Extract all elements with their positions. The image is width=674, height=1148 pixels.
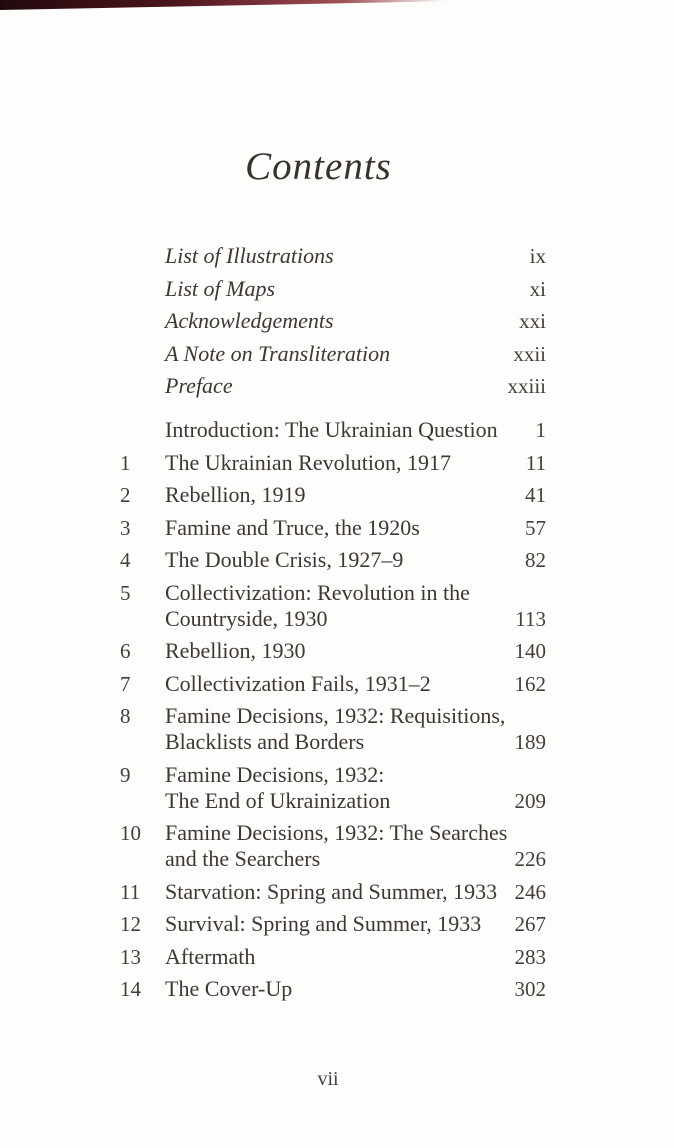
entry-page-number: 246 <box>514 879 546 904</box>
chapter-number: 3 <box>120 515 131 540</box>
book-cover-edge <box>0 0 456 10</box>
entry-page-number: 41 <box>525 483 546 507</box>
toc-entry <box>120 450 546 476</box>
front-matter-section <box>120 243 546 399</box>
toc-entry <box>120 276 546 302</box>
entry-page-number: 283 <box>514 944 546 969</box>
toc-entry <box>120 762 546 814</box>
entry-title: Acknowledgements <box>165 308 334 333</box>
entry-title: Rebellion, 1919 <box>165 482 306 507</box>
entry-title: Aftermath <box>165 943 256 969</box>
entry-title: The Double Crisis, 1927–9 <box>165 547 404 572</box>
entry-page-number: ix <box>529 244 546 268</box>
toc-entry <box>120 976 546 1002</box>
toc-entry <box>120 703 546 755</box>
chapter-number: 12 <box>120 912 141 936</box>
entry-title: List of Illustrations <box>165 243 334 268</box>
chapter-number: 10 <box>120 821 141 845</box>
entry-title: Famine Decisions, 1932: The End of Ukrainization <box>165 761 391 813</box>
entry-title: Survival: Spring and Summer, 1933 <box>165 911 482 936</box>
entry-title: The Cover-Up <box>165 976 293 1001</box>
toc-entry <box>120 373 546 399</box>
toc-entry <box>120 944 546 970</box>
entry-page-number: xi <box>529 276 546 301</box>
entry-title: Collectivization Fails, 1931–2 <box>165 670 431 696</box>
entry-page-number: 1 <box>535 418 546 442</box>
entry-title: A Note on Transliteration <box>165 340 391 366</box>
chapter-number: 14 <box>120 977 141 1001</box>
entry-title: List of Maps <box>165 275 276 301</box>
toc-entry <box>120 308 546 334</box>
chapter-number: 2 <box>120 483 131 507</box>
entry-title: Rebellion, 1930 <box>165 638 306 663</box>
toc-entry <box>120 547 546 573</box>
toc-entry <box>120 638 546 664</box>
entry-page-number: 189 <box>514 730 546 754</box>
chapter-number: 7 <box>120 671 131 696</box>
toc-entry <box>120 671 546 697</box>
entry-page-number: xxiii <box>507 374 546 398</box>
entry-title: The Ukrainian Revolution, 1917 <box>165 449 451 475</box>
entry-page-number: 140 <box>514 639 546 663</box>
table-of-contents <box>120 243 546 1009</box>
chapter-number: 4 <box>120 548 131 572</box>
toc-entry <box>120 515 546 541</box>
entry-title: Introduction: The Ukrainian Question <box>165 417 498 442</box>
chapter-number: 9 <box>120 762 131 787</box>
toc-entry <box>120 580 546 632</box>
entry-page-number: 267 <box>514 912 546 936</box>
entry-title: Famine Decisions, 1932: The Searches and the Searchers <box>165 820 508 871</box>
chapters-section <box>120 417 546 1002</box>
entry-page-number: 82 <box>525 548 546 572</box>
toc-entry <box>120 243 546 269</box>
entry-title: Famine and Truce, the 1920s <box>165 514 420 540</box>
page-title: Contents <box>245 145 392 188</box>
toc-entry <box>120 417 546 443</box>
entry-title: Famine Decisions, 1932: Requisitions, Blacklists and Borders <box>165 703 506 754</box>
chapter-number: 11 <box>120 879 141 904</box>
entry-title: Starvation: Spring and Summer, 1933 <box>165 878 498 904</box>
entry-page-number: 162 <box>514 671 546 696</box>
chapter-number: 8 <box>120 704 131 728</box>
entry-page-number: xxii <box>513 341 546 366</box>
entry-page-number: xxi <box>519 309 546 333</box>
toc-entry <box>120 879 546 905</box>
entry-page-number: 11 <box>525 450 546 475</box>
toc-entry <box>120 820 546 872</box>
entry-page-number: 209 <box>514 788 546 813</box>
toc-entry <box>120 341 546 367</box>
chapter-number: 1 <box>120 450 131 475</box>
entry-title: Collectivization: Revolution in the Countryside, 1930 <box>165 579 470 631</box>
entry-page-number: 113 <box>515 606 546 631</box>
entry-page-number: 226 <box>514 847 546 871</box>
chapter-number: 6 <box>120 639 131 663</box>
chapter-number: 13 <box>120 944 141 969</box>
chapter-number: 5 <box>120 580 131 605</box>
entry-page-number: 302 <box>514 977 546 1001</box>
entry-title: Preface <box>165 373 233 398</box>
entry-page-number: 57 <box>525 515 546 540</box>
toc-entry <box>120 482 546 508</box>
toc-entry <box>120 911 546 937</box>
folio-page-number: vii <box>317 1068 339 1090</box>
